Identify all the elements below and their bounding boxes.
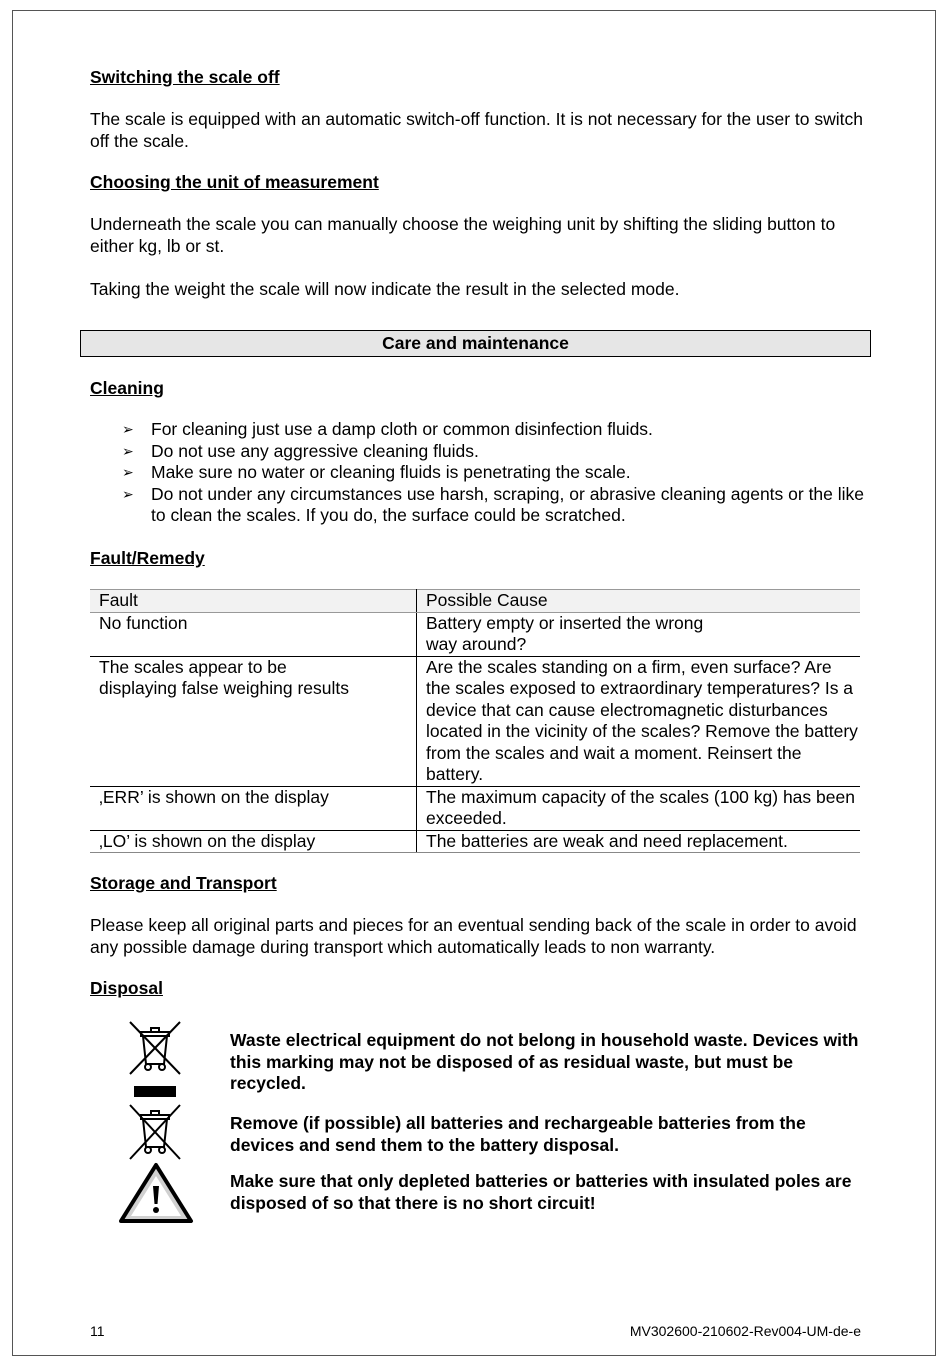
unit-text-2: Taking the weight the scale will now indicate the result in the selected mode. xyxy=(90,279,680,299)
arrowhead-icon: ➢ xyxy=(122,464,134,480)
fault-cell: ‚ERR’ is shown on the display xyxy=(90,786,417,830)
warning-triangle-icon xyxy=(118,1162,194,1224)
table-row xyxy=(90,656,860,786)
document-id: MV302600-210602-Rev004-UM-de-e xyxy=(629,1323,861,1339)
disposal-text-3: Make sure that only depleted batteries or batteries with insulated poles are disposed of so that there is no short circuit! xyxy=(230,1171,852,1213)
list-item: ➢ For cleaning just use a damp cloth or common disinfection fluids. xyxy=(122,419,653,439)
list-item: ➢ Make sure no water or cleaning fluids is penetrating the scale. xyxy=(122,462,631,482)
disposal-text-2: Remove (if possible) all batteries and rechargeable batteries from the devices and send them to the battery disposal. xyxy=(230,1113,806,1155)
list-item: ➢ Do not use any aggressive cleaning fluids. xyxy=(122,440,479,461)
unit-heading: Choosing the unit of measurement xyxy=(90,172,379,192)
cleaning-list xyxy=(122,419,867,527)
fault-cell: ‚LO’ is shown on the display xyxy=(90,830,417,853)
care-section-title: Care and maintenance xyxy=(80,330,871,357)
disposal-text-1: Waste electrical equipment do not belong in household waste. Devices with this marking may not be disposed of as residual waste, but must be recycled. xyxy=(230,1030,859,1093)
switch-off-heading: Switching the scale off xyxy=(90,67,280,87)
switch-off-text: The scale is equipped with an automatic switch-off function. It is not necessary for the user to switch off the scale. xyxy=(90,109,863,151)
storage-text: Please keep all original parts and pieces for an eventual sending back of the scale in order to avoid any possible damage during transport which automatically leads to non warranty. xyxy=(90,915,857,957)
fault-cell: No function xyxy=(90,612,417,656)
table-row xyxy=(90,830,860,853)
page-number: 11 xyxy=(90,1323,105,1339)
arrowhead-icon: ➢ xyxy=(122,421,134,437)
storage-heading: Storage and Transport xyxy=(90,873,277,893)
unit-text-1: Underneath the scale you can manually choose the weighing unit by shifting the sliding button to either kg, lb or st. xyxy=(90,214,836,256)
cause-cell: Are the scales standing on a firm, even surface? Are the scales exposed to extraordinary temperatures? Is a device that can cause electromagnetic disturbances located in the vicinity of the scales? Remove the battery from the scales and wait a moment. Reinsert the battery. xyxy=(417,656,861,786)
cause-cell: Battery empty or inserted the wrong way around? xyxy=(417,612,861,656)
table-row xyxy=(90,786,860,830)
fault-cell: The scales appear to be displaying false weighing results xyxy=(90,656,417,786)
crossed-bin-icon xyxy=(124,1020,186,1100)
arrowhead-icon: ➢ xyxy=(122,485,134,502)
fault-column-header: Fault xyxy=(90,590,417,613)
fault-heading: Fault/Remedy xyxy=(90,548,205,568)
crossed-bin-icon xyxy=(124,1103,186,1163)
table-row xyxy=(90,612,860,656)
cause-cell: The maximum capacity of the scales (100 kg) has been exceeded. xyxy=(417,786,861,830)
list-item: ➢ Do not under any circumstances use harsh, scraping, or abrasive cleaning agents or the like to clean the scales. If you do, the surface could be scratched. xyxy=(122,483,865,525)
cleaning-heading: Cleaning xyxy=(90,378,164,398)
fault-table xyxy=(90,589,860,853)
table-header-row xyxy=(90,590,860,613)
cause-column-header: Possible Cause xyxy=(417,590,861,613)
arrowhead-icon: ➢ xyxy=(122,442,134,459)
disposal-heading: Disposal xyxy=(90,978,163,998)
cause-cell: The batteries are weak and need replacement. xyxy=(417,830,861,853)
